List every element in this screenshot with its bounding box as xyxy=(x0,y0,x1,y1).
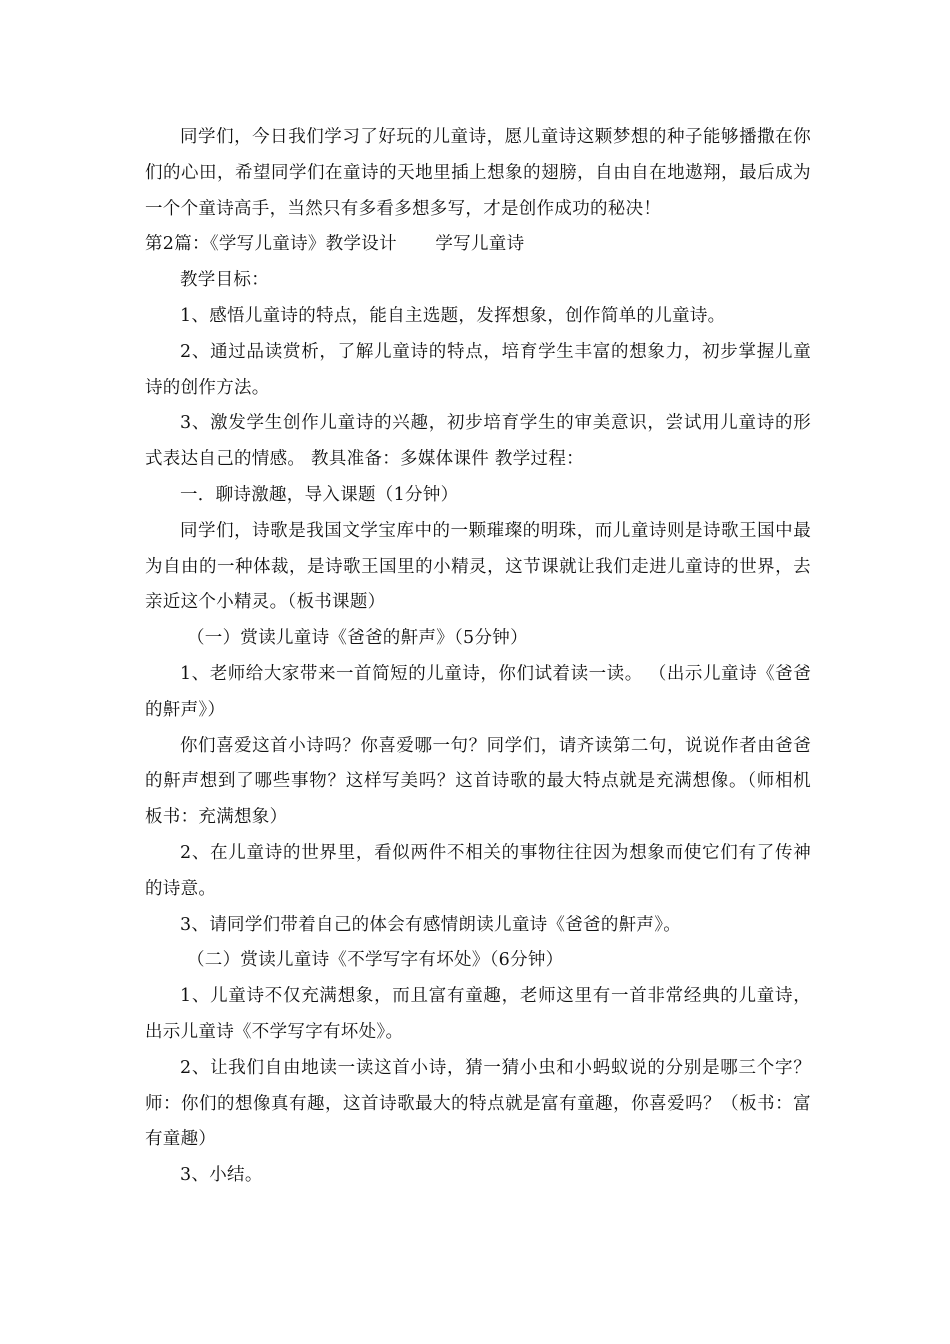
paragraph-poem-1-discussion: 你们喜爱这首小诗吗？你喜爱哪一句？同学们，请齐读第二句，说说作者由爸爸的鼾声想到了哪些事物？这样写美吗？这首诗歌的最大特点就是充满想像。（师相机板书：充满想象） xyxy=(145,735,811,828)
paragraph-objective-1: 1、感悟儿童诗的特点，能自主选题，发挥想象，创作简单的儿童诗。 xyxy=(180,305,726,326)
section-heading xyxy=(145,227,811,263)
paragraph-poem-1-step-1: 1、老师给大家带来一首简短的儿童诗，你们试着读一读。 （出示儿童诗《爸爸的鼾声》） xyxy=(145,663,811,720)
paragraph-poem-2-step-2: 2、让我们自由地读一读这首小诗，猜一猜小虫和小蚂蚁说的分别是哪三个字？ 师：你们的想像真有趣，这首诗歌最大的特点就是富有童趣，你喜爱吗？（板书：富有童趣） xyxy=(145,1057,811,1150)
paragraph-objectives-label: 教学目标： xyxy=(180,270,269,291)
paragraph-step-1-heading: 一．聊诗激趣，导入课题（1分钟） xyxy=(180,484,459,505)
paragraph-subsection-1: （一）赏读儿童诗《爸爸的鼾声》（5分钟） xyxy=(187,628,528,649)
paragraph-poem-1-step-3: 3、请同学们带着自己的体会有感情朗读儿童诗《爸爸的鼾声》。 xyxy=(180,914,682,935)
paragraph-objective-2: 2、通过品读赏析，了解儿童诗的特点，培育学生丰富的想象力，初步掌握儿童诗的创作方法。 xyxy=(145,341,811,398)
paragraph-objective-3: 3、激发学生创作儿童诗的兴趣，初步培育学生的审美意识，尝试用儿童诗的形式表达自己的情感。 教具准备：多媒体课件 教学过程： xyxy=(145,413,811,470)
paragraph-poem-1-step-2: 2、在儿童诗的世界里，看似两件不相关的事物往往因为想象而使它们有了传神的诗意。 xyxy=(145,842,811,899)
paragraph-closing-remarks: 同学们，今日我们学习了好玩的儿童诗，愿儿童诗这颗梦想的种子能够播撒在你们的心田，希望同学们在童诗的天地里插上想象的翅膀，自由自在地遨翔，最后成为一个个童诗高手，当然只有多看多想多写，才是创作成功的秘决！ xyxy=(145,127,811,219)
document-body xyxy=(145,120,811,1194)
paragraph-summary: 3、小结。 xyxy=(180,1165,263,1186)
paragraph-poem-2-step-1: 1、儿童诗不仅充满想象，而且富有童趣，老师这里有一首非常经典的儿童诗，出示儿童诗《不学写字有坏处》。 xyxy=(145,986,811,1042)
paragraph-intro: 同学们，诗歌是我国文学宝库中的一颗璀璨的明珠，而儿童诗则是诗歌王国中最为自由的一种体裁，是诗歌王国里的小精灵，这节课就让我们走进儿童诗的世界，去亲近这个小精灵。（板书课题） xyxy=(145,520,811,613)
section-title: 第2篇：《学写儿童诗》教学设计 xyxy=(145,234,397,255)
section-subtitle: 学写儿童诗 xyxy=(435,234,525,255)
paragraph-subsection-2: （二）赏读儿童诗《不学写字有坏处》（6分钟） xyxy=(187,950,564,971)
